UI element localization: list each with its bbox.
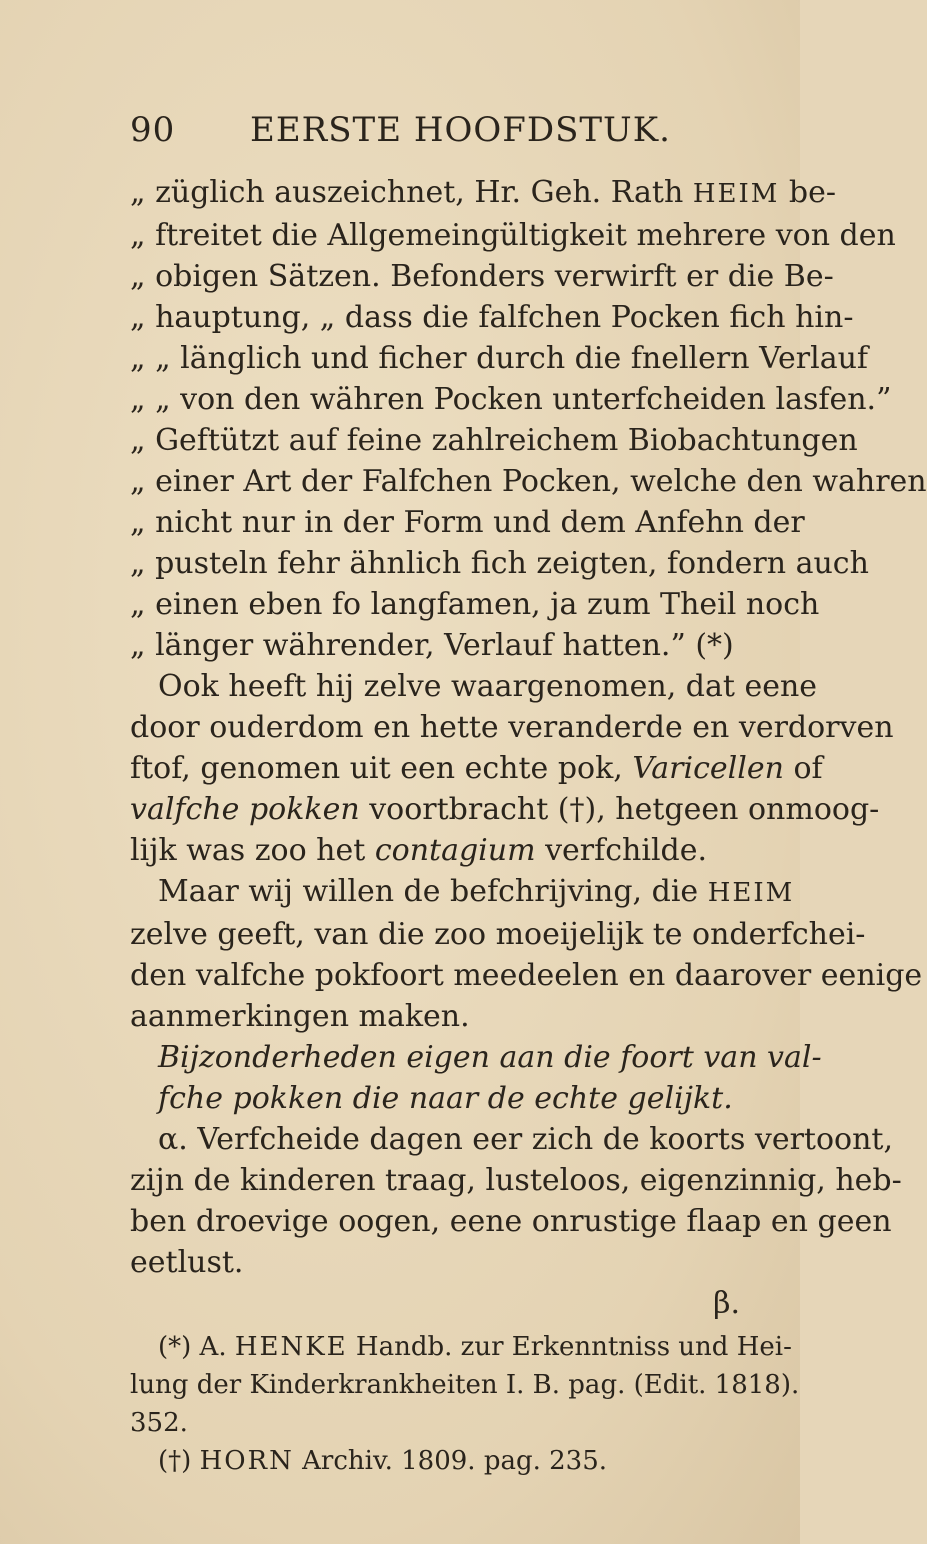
quote-line: „ Geftützt auf feine zahlreichem Biobachtungen [130, 423, 858, 458]
footnote: 352. [130, 1408, 188, 1438]
section-heading: Bijzonderheden eigen aan die foort van val- [158, 1040, 822, 1075]
quote-line: „ pusteln fehr ähnlich fich zeigten, fondern auch [130, 546, 869, 581]
author-name: HENKE [234, 1332, 348, 1362]
footnote: (†) HORN Archiv. 1809. pag. 235. [158, 1446, 608, 1476]
running-header [130, 110, 671, 150]
footnote: lung der Kinderkrankheiten I. B. pag. (Edit. 1818). [130, 1370, 800, 1400]
quote-line: „ länger währender, Verlauf hatten.” (*) [130, 628, 734, 663]
paragraph-line: α. Verfcheide dagen eer zich de koorts vertoont, [158, 1122, 894, 1157]
author-name: HORN [199, 1446, 294, 1476]
paragraph-line: den valfche pokfoort meedeelen en daarover eenige [130, 958, 923, 993]
quote-line: „ nicht nur in der Form und dem Anfehn der [130, 505, 805, 540]
quote-line: „ züglich auszeichnet, Hr. Geh. Rath HEIM be- [130, 175, 837, 210]
quote-line: „ obigen Sätzen. Befonders verwirft er die Be- [130, 259, 834, 294]
quote-line: „ „ von den währen Pocken unterfcheiden lasfen.” [130, 382, 892, 417]
paragraph-line: ben droevige oogen, eene onrustige flaap en geen [130, 1204, 892, 1239]
paragraph-line: eetlust. [130, 1245, 244, 1280]
quote-line: „ „ länglich und ficher durch die fnellern Verlauf [130, 341, 869, 376]
author-name: HEIM [692, 179, 780, 209]
quote-line: „ ftreitet die Allgemeingültigkeit mehrere von den [130, 218, 896, 253]
paragraph-line: zijn de kinderen traag, lusteloos, eigenzinnig, heb- [130, 1163, 902, 1198]
running-title: EERSTE HOOFDSTUK. [250, 110, 671, 150]
paragraph-line: lijk was zoo het contagium verfchilde. [130, 833, 708, 868]
section-heading: fche pokken die naar de echte gelijkt. [158, 1081, 733, 1116]
quote-line: „ einer Art der Falfchen Pocken, welche den wahren [130, 464, 927, 499]
main-text [130, 172, 927, 1480]
paragraph-line: aanmerkingen maken. [130, 999, 470, 1034]
italic-term: contagium [374, 833, 536, 868]
footnotes [130, 1328, 800, 1480]
italic-term: valfche pokken [130, 792, 360, 827]
quote-line: „ einen eben fo langfamen, ja zum Theil noch [130, 587, 820, 622]
quote-line: „ hauptung, „ dass die falfchen Pocken fich hin- [130, 300, 854, 335]
italic-term: Varicellen [632, 751, 784, 786]
paragraph-line: Maar wij willen de befchrijving, die HEIM [158, 874, 795, 909]
catchword: β. [713, 1286, 740, 1321]
paragraph-line: valfche pokken voortbracht (†), hetgeen onmoog- [130, 792, 880, 827]
footnote: (*) A. HENKE Handb. zur Erkenntniss und Hei- [158, 1332, 792, 1362]
paragraph-line: door ouderdom en hette veranderde en verdorven [130, 710, 894, 745]
paragraph-line: ftof, genomen uit een echte pok, Varicellen of [130, 751, 823, 786]
page-number: 90 [130, 110, 176, 150]
paragraph-line: Ook heeft hij zelve waargenomen, dat eene [158, 669, 818, 704]
author-name: HEIM [707, 878, 795, 908]
paragraph-line: zelve geeft, van die zoo moeijelijk te onderfchei- [130, 917, 866, 952]
